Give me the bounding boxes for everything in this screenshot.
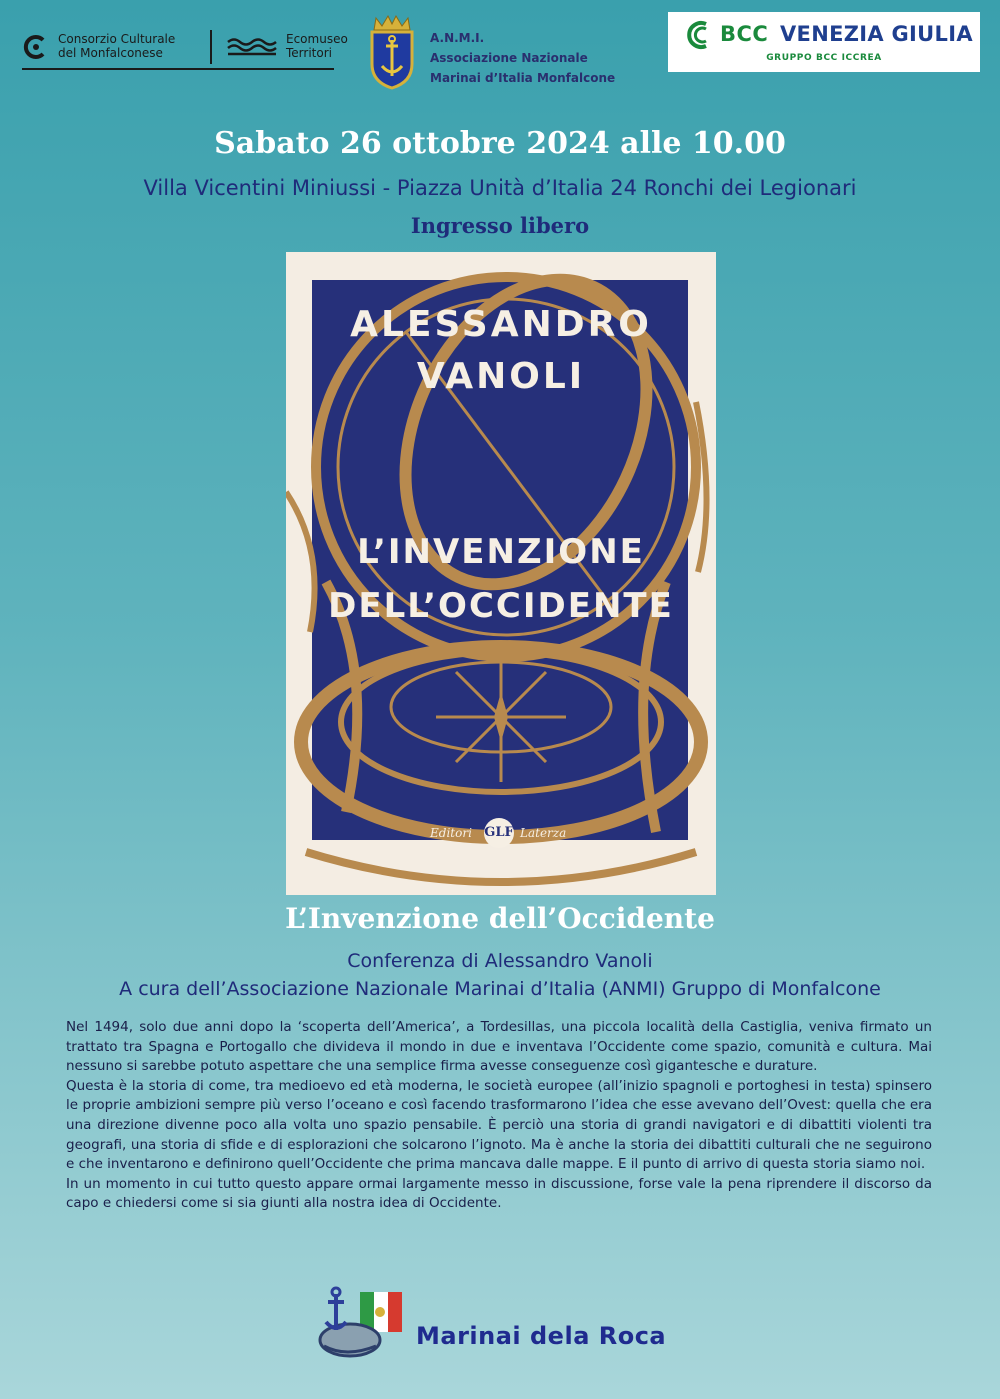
ecomuseo-waves-icon [226, 36, 278, 56]
consorzio-logo-icon [22, 34, 48, 60]
event-date: Sabato 26 ottobre 2024 alle 10.00 [214, 126, 786, 161]
consorzio-name [58, 32, 175, 60]
publisher-left: Editori [430, 826, 472, 840]
publisher-right: Laterza [520, 826, 567, 840]
event-entry: Ingresso libero [410, 213, 590, 238]
description-paragraph: In un momento in cui tutto questo appare ormai largamente messo in discussione, forse vale la pena riprendere il discorso da capo e chiedersi come si sia giunti alla nostra idea di Occidente. [66, 1175, 932, 1212]
conference-curator: A cura dell’Associazione Nazionale Marinai d’Italia (ANMI) Gruppo di Monfalcone [119, 978, 881, 1000]
anmi-name-line1: A.N.M.I. [430, 31, 485, 45]
anmi-name-line2: Associazione Nazionale [430, 51, 588, 65]
anmi-name [430, 28, 615, 88]
publisher-mark-icon: GLF [484, 818, 514, 848]
consorzio-name-line2: del Monfalconese [58, 46, 163, 60]
ecomuseo-name [286, 32, 348, 60]
publisher-logo [426, 818, 576, 848]
bcc-region: VENEZIA GIULIA [780, 22, 973, 46]
cover-title-line2: DELL’OCCIDENTE [328, 586, 674, 626]
cover-author-first-name: ALESSANDRO [350, 304, 652, 345]
bcc-mark-icon [682, 18, 716, 52]
description [66, 1018, 932, 1214]
event-venue: Villa Vicentini Miniussi - Piazza Unità d’Italia 24 Ronchi dei Legionari [143, 176, 857, 200]
consorzio-name-line1: Consorzio Culturale [58, 32, 176, 46]
cover-author-last-name: VANOLI [416, 356, 586, 397]
conference-speaker: Conferenza di Alessandro Vanoli [347, 950, 653, 972]
description-paragraph: Questa è la storia di come, tra medioevo ed età moderna, le società europee (all’inizio spagnoli e portoghesi in testa) spinsero le proprie ambizioni sempre più verso l’oceano e così facendo trasformarono l’idea che esse avevano dell’Ovest: quella che era una direzione divenne poco alla volta uno spazio pensabile. È perciò una storia di grandi navigatori e di dibattiti violenti tra geografi, una storia di sfide e di esplorazioni che solcarono l’ignoto. Ma è anche la storia dei dibattiti culturali che ne seguirono e che inventarono e definirono quell’Occidente che prima mancava dalle mappe. E il punto di arrivo di questa storia siamo noi. [66, 1077, 932, 1173]
marinai-label: Marinai dela Roca [416, 1322, 667, 1350]
book-cover-artwork [286, 252, 716, 895]
bcc-group: GRUPPO BCC ICCREA [766, 53, 882, 63]
logo-underline [22, 68, 334, 70]
anmi-name-line3: Marinai d’Italia Monfalcone [430, 71, 616, 85]
ecomuseo-name-line1: Ecomuseo [286, 32, 348, 46]
bcc-logo [668, 12, 980, 72]
anmi-shield-icon [366, 14, 418, 90]
description-paragraph: Nel 1494, solo due anni dopo la ‘scoperta dell’America’, a Tordesillas, una piccola località della Castiglia, veniva firmato un trattato tra Spagna e Portogallo che divideva il mondo in due e inventava l’Occidente come spazio, comunità e cultura. Mai nessuno si sarebbe potuto aspettare che una semplice firma avesse conseguenze così gigantesche e durature. [66, 1019, 932, 1075]
consorzio-ecomuseo-logo [22, 30, 348, 72]
anmi-logo [366, 14, 636, 94]
logo-divider [210, 30, 212, 64]
cover-title-line1: L’INVENZIONE [357, 532, 645, 572]
book-cover-image [286, 252, 716, 895]
conference-title: L’Invenzione dell’Occidente [285, 902, 715, 935]
ecomuseo-name-line2: Territori [286, 46, 332, 60]
bcc-name: BCC [720, 22, 769, 46]
marinai-logo-icon [316, 1286, 404, 1362]
